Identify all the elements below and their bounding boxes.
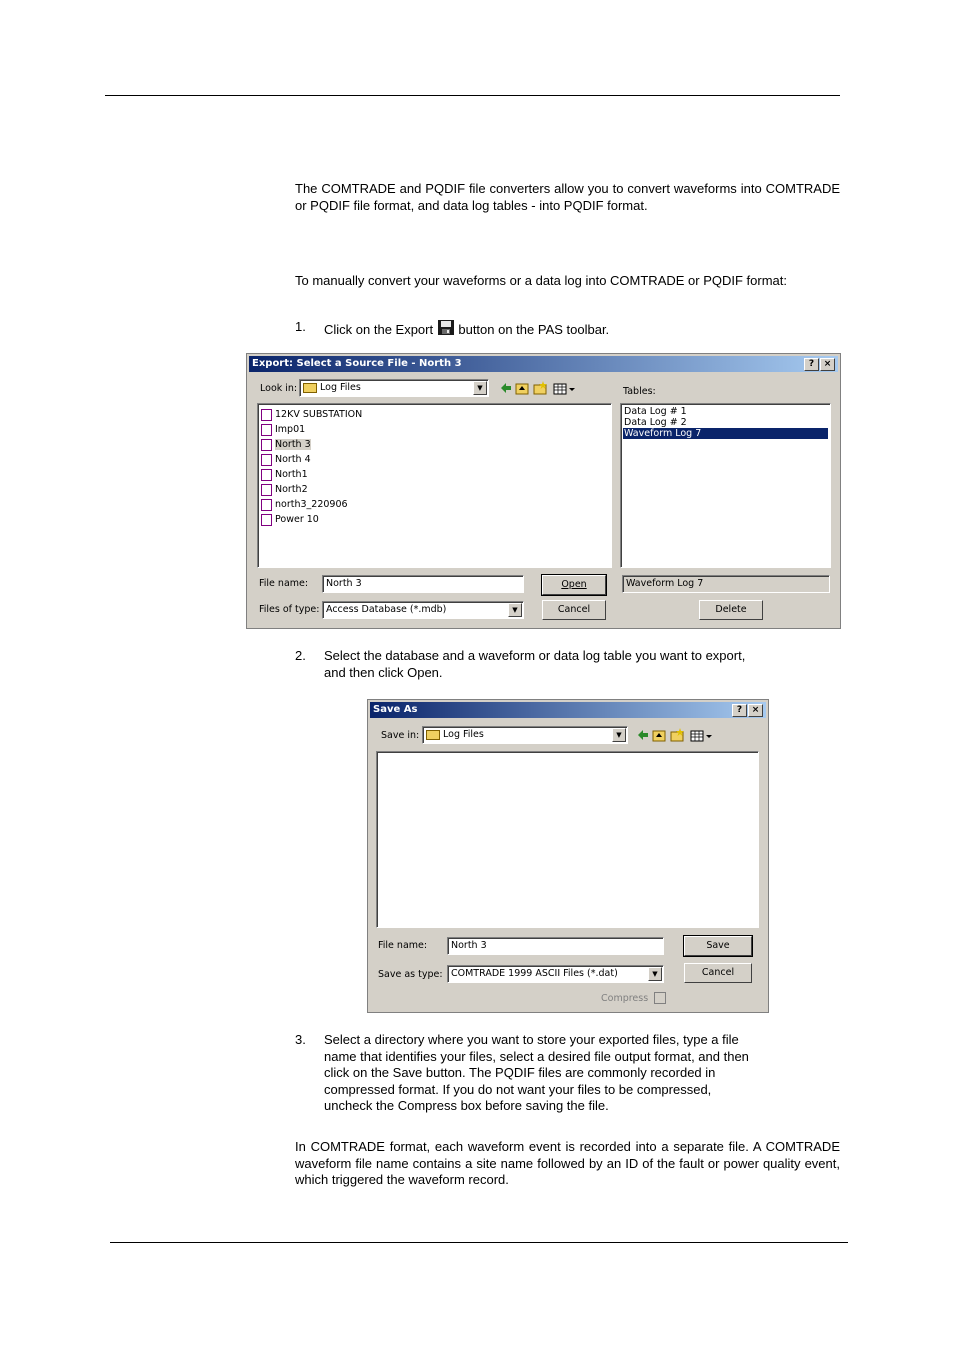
- manual-paragraph: To manually convert your waveforms or a data log into COMTRADE or PQDIF format:: [295, 273, 788, 288]
- database-file-icon: [261, 409, 272, 421]
- file-item[interactable]: [261, 407, 362, 422]
- file-item[interactable]: [261, 482, 308, 497]
- step-3-number: 3.: [295, 1032, 306, 1047]
- file-item-label: 12KV SUBSTATION: [275, 409, 363, 420]
- database-file-icon: [261, 439, 272, 451]
- file-type-value: Access Database (*.mdb): [326, 604, 447, 615]
- file-item[interactable]: [261, 512, 319, 527]
- export-dialog-titlebar: [249, 356, 838, 372]
- chevron-down-icon[interactable]: ▼: [612, 728, 626, 742]
- file-type-select[interactable]: [322, 601, 524, 619]
- save-dialog-titlebar: [370, 702, 766, 718]
- database-file-icon: [261, 469, 272, 481]
- cancel-button[interactable]: Cancel: [542, 600, 606, 620]
- file-item[interactable]: [261, 452, 311, 467]
- file-item-label: Imp01: [275, 424, 306, 435]
- step-3: [0, 1032, 954, 1132]
- file-name-label: File name:: [378, 940, 428, 951]
- folder-icon: [303, 383, 317, 393]
- file-item-label: Power 10: [275, 514, 319, 525]
- chevron-down-icon[interactable]: ▼: [648, 967, 662, 981]
- tables-label: Tables:: [623, 386, 656, 397]
- up-folder-icon[interactable]: [516, 384, 528, 394]
- compress-checkbox[interactable]: [654, 992, 666, 1004]
- back-icon[interactable]: [638, 730, 648, 740]
- database-file-icon: [261, 424, 272, 436]
- step-1-text-before: Click on the Export: [324, 322, 434, 337]
- save-type-select[interactable]: [447, 965, 664, 983]
- file-name-value: North 3: [451, 940, 487, 951]
- file-item-label: North 4: [275, 454, 311, 465]
- file-item-label: North 3: [275, 439, 311, 450]
- database-file-icon: [261, 484, 272, 496]
- look-in-value: Log Files: [320, 382, 361, 393]
- close-button[interactable]: ×: [820, 358, 835, 371]
- help-button[interactable]: ?: [804, 358, 819, 371]
- export-icon: [437, 319, 455, 336]
- table-name-field: [622, 575, 830, 593]
- database-file-icon: [261, 454, 272, 466]
- folder-icon: [426, 730, 440, 740]
- look-in-label: Look in:: [260, 383, 298, 394]
- toolbar-icons: [499, 381, 579, 395]
- file-type-label: Files of type:: [259, 604, 320, 615]
- close-button[interactable]: ×: [748, 704, 763, 717]
- save-button[interactable]: Save: [684, 936, 752, 956]
- database-file-icon: [261, 514, 272, 526]
- file-list[interactable]: [257, 403, 612, 568]
- cancel-button[interactable]: Cancel: [684, 963, 752, 983]
- file-name-input[interactable]: [447, 937, 664, 955]
- tables-list[interactable]: [620, 403, 831, 568]
- footer-rule: [110, 1242, 848, 1243]
- step-1: [0, 319, 954, 337]
- help-button[interactable]: ?: [732, 704, 747, 717]
- header-rule: [105, 95, 840, 96]
- view-menu-icon[interactable]: [691, 731, 712, 741]
- save-in-label: Save in:: [381, 730, 420, 741]
- table-item[interactable]: Data Log # 2: [624, 417, 687, 428]
- open-button[interactable]: Open: [542, 575, 606, 595]
- file-item[interactable]: [261, 422, 305, 437]
- look-in-combo[interactable]: [299, 379, 489, 397]
- file-item[interactable]: [261, 437, 311, 452]
- chevron-down-icon[interactable]: ▼: [473, 381, 487, 395]
- save-type-label: Save as type:: [378, 969, 443, 980]
- table-name-value: Waveform Log 7: [626, 578, 704, 589]
- database-file-icon: [261, 499, 272, 511]
- step-2-number: 2.: [295, 648, 306, 663]
- file-item-label: north3_220906: [275, 499, 348, 510]
- up-folder-icon[interactable]: [653, 731, 665, 741]
- step-2: [0, 648, 954, 682]
- export-dialog: [246, 353, 841, 629]
- file-item[interactable]: [261, 497, 348, 512]
- save-as-dialog: [367, 699, 769, 1013]
- toolbar-icons: [636, 728, 716, 742]
- step-2-text: Select the database and a waveform or data log table you want to export, and then click Open.: [324, 648, 746, 680]
- file-item-label: North2: [275, 484, 308, 495]
- save-dialog-title: Save As: [373, 704, 418, 715]
- save-type-value: COMTRADE 1999 ASCII Files (*.dat): [451, 968, 618, 979]
- folder-content-area[interactable]: [376, 751, 759, 928]
- chevron-down-icon[interactable]: ▼: [508, 603, 522, 617]
- new-folder-icon[interactable]: [534, 381, 547, 394]
- save-in-value: Log Files: [443, 729, 484, 740]
- compress-label: Compress: [601, 993, 649, 1004]
- comtrade-note: In COMTRADE format, each waveform event is recorded into a separate file. A COMTRADE waveform file name contains a site name followed by an ID of the fault or power quality event, which triggered the waveform record.: [295, 1139, 840, 1187]
- new-folder-icon[interactable]: [671, 728, 684, 741]
- save-in-combo[interactable]: [422, 726, 628, 744]
- export-dialog-title: Export: Select a Source File - North 3: [252, 358, 462, 369]
- file-name-label: File name:: [259, 578, 309, 589]
- table-item[interactable]: Waveform Log 7: [623, 428, 828, 439]
- delete-button[interactable]: Delete: [699, 600, 763, 620]
- file-name-input[interactable]: [322, 575, 524, 593]
- file-item-label: North1: [275, 469, 308, 480]
- step-1-number: 1.: [295, 319, 306, 334]
- file-item[interactable]: [261, 467, 308, 482]
- step-1-text: [324, 319, 764, 339]
- step-1-text-after: button on the PAS toolbar.: [458, 322, 610, 337]
- table-item[interactable]: Data Log # 1: [624, 406, 687, 417]
- intro-paragraph: The COMTRADE and PQDIF file converters allow you to convert waveforms into COMTRADE or PQDIF file format, and data log tables - into PQDIF format.: [295, 181, 840, 213]
- step-3-text: Select a directory where you want to store your exported files, type a file name that identifies your files, select a desired file output format, and then click on the Save button. The PQDIF files are commonly recorded in compressed format. If you do not want your files to be compressed, uncheck the Compress box before saving the file.: [324, 1032, 749, 1113]
- file-name-value: North 3: [326, 578, 362, 589]
- view-menu-icon[interactable]: [554, 384, 575, 394]
- back-icon[interactable]: [501, 383, 511, 393]
